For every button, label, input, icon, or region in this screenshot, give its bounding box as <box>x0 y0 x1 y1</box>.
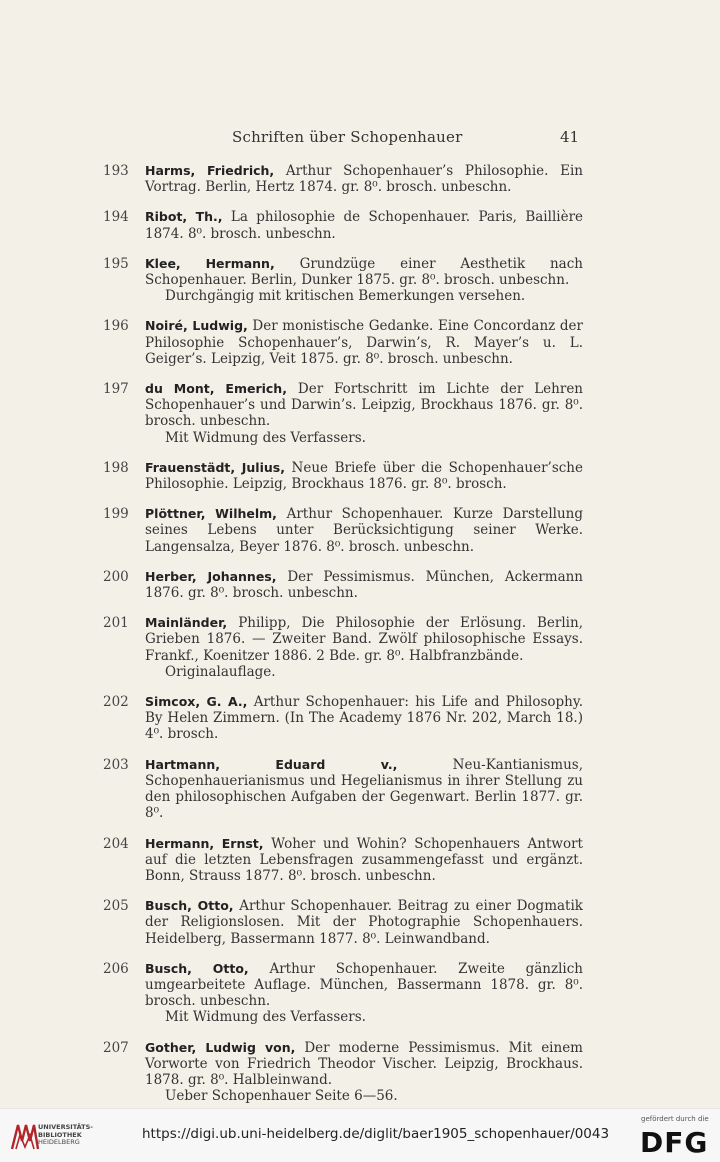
entry-number: 198 <box>103 459 129 476</box>
entry-author: Herber, Johannes, <box>145 568 277 584</box>
bibliography-entry <box>103 381 583 446</box>
entry-number: 194 <box>103 209 129 226</box>
entry-text <box>145 381 583 446</box>
entry-text <box>145 569 583 601</box>
entry-number: 195 <box>103 255 129 272</box>
entry-description: Neu-Kantianismus, Schopenhauerianismus und Hegelianismus in ihrer Stellung zu den philosophischen Aufgaben der Gegenwart. Berlin 1877. gr. 8⁰. <box>145 756 583 822</box>
entry-description: Woher und Wohin? Schopenhauers Antwort auf die letzten Lebensfragen zusammengefasst und ergänzt. Bonn, Strauss 1877. 8⁰. brosch. unbeschn. <box>145 835 583 884</box>
entry-text <box>145 1040 583 1105</box>
entry-author: Busch, Otto, <box>145 898 234 914</box>
entry-number: 193 <box>103 163 129 179</box>
bibliography-entry <box>103 961 583 1026</box>
bibliography-entry <box>103 460 583 492</box>
entry-author: du Mont, Emerich, <box>145 381 287 397</box>
bibliography-entry <box>103 209 583 241</box>
entry-note: Ueber Schopenhauer Seite 6—56. <box>165 1088 398 1105</box>
entry-note: Originalauflage. <box>165 663 276 680</box>
entry-text <box>145 757 583 822</box>
bibliography-entry <box>103 163 583 195</box>
entry-number: 196 <box>103 318 129 335</box>
bibliography-entry <box>103 256 583 305</box>
entry-author: Ribot, Th., <box>145 209 223 225</box>
entry-author: Harms, Friedrich, <box>145 163 275 178</box>
entry-text <box>145 318 583 367</box>
institution-name: UNIVERSITÄTS- BIBLIOTHEK HEIDELBERG <box>38 1123 93 1146</box>
bibliography-entry <box>103 836 583 885</box>
bibliography-entry <box>103 694 583 743</box>
entry-author: Noiré, Ludwig, <box>145 318 248 334</box>
entry-number: 201 <box>103 615 129 632</box>
entry-number: 199 <box>103 506 129 523</box>
entry-number: 207 <box>103 1039 129 1056</box>
entry-description: Der Pessimismus. München, Ackermann 1876. gr. 8⁰. brosch. unbeschn. <box>145 568 584 602</box>
bibliography-entry <box>103 1040 583 1105</box>
entry-text <box>145 506 583 555</box>
entry-author: Busch, Otto, <box>145 960 249 976</box>
entry-text <box>145 898 583 947</box>
entry-text <box>145 209 583 241</box>
entry-text <box>145 256 583 305</box>
entry-note: Mit Widmung des Verfassers. <box>165 429 366 446</box>
entry-description: Der moderne Pessimismus. Mit einem Vorworte von Friedrich Theodor Vischer. Leipzig, Brockhaus. 1878. gr. 8⁰. Halbleinwand. <box>145 1039 583 1088</box>
entry-author: Simcox, G. A., <box>145 694 248 710</box>
entry-author: Hartmann, Eduard v., <box>145 756 398 772</box>
entry-description: Philipp, Die Philosophie der Erlösung. Berlin, Grieben 1876. — Zweiter Band. Zwölf philosophische Essays. Frankf., Koenitzer 1886. 2 Bde. gr. 8⁰. Halbfranzbände. <box>145 615 583 664</box>
entry-author: Gother, Ludwig von, <box>145 1039 296 1055</box>
permalink-url[interactable]: https://digi.ub.uni-heidelberg.de/diglit/baer1905_schopenhauer/0043 <box>142 1126 610 1142</box>
entry-number: 206 <box>103 960 129 977</box>
entry-text <box>145 961 583 1026</box>
entry-description: Der Fortschritt im Lichte der Lehren Schopenhauer’s und Darwin’s. Leipzig, Brockhaus 1876. gr. 8⁰. brosch. unbeschn. <box>145 381 584 430</box>
entry-description: Neue Briefe über die Schopenhauer’sche Philosophie. Leipzig, Brockhaus 1876. gr. 8⁰. brosch. <box>145 459 583 493</box>
entry-author: Plöttner, Wilhelm, <box>145 506 277 522</box>
dfg-logo: DFG <box>640 1126 709 1159</box>
footer-bar <box>0 1108 720 1162</box>
bibliography-entry <box>103 318 583 367</box>
entry-description: La philosophie de Schopenhauer. Paris, Baillière 1874. 8⁰. brosch. unbeschn. <box>145 209 584 242</box>
entry-author: Mainländer, <box>145 615 228 631</box>
entry-text <box>145 694 583 743</box>
entry-text <box>145 163 583 195</box>
bibliography-entry <box>103 615 583 680</box>
bibliography-entry <box>103 757 583 822</box>
bibliography-list <box>103 163 583 1118</box>
entry-description: Arthur Schopenhauer. Zweite gänzlich umgearbeitete Auflage. München, Bassermann 1878. gr. 8⁰. brosch. unbeschn. <box>145 960 583 1010</box>
entry-text <box>145 615 583 680</box>
entry-description: Der monistische Gedanke. Eine Concordanz der Philosophie Schopenhauer’s, Darwin’s, R. Mayer’s u. L. Geiger’s. Leipzig, Veit 1875. gr. 8⁰. brosch. unbeschn. <box>145 318 583 367</box>
bibliography-entry <box>103 898 583 947</box>
entry-author: Klee, Hermann, <box>145 255 275 271</box>
running-title: Schriften über Schopenhauer <box>232 128 463 146</box>
entry-description: Arthur Schopenhauer: his Life and Philosophy. By Helen Zimmern. (In The Academy 1876 Nr. 202, March 18.) 4⁰. brosch. <box>145 694 583 743</box>
entry-author: Frauenstädt, Julius, <box>145 459 285 475</box>
entry-number: 197 <box>103 381 129 398</box>
bibliography-entry <box>103 569 583 601</box>
entry-description: Arthur Schopenhauer’s Philosophie. Ein Vortrag. Berlin, Hertz 1874. gr. 8⁰. brosch. unbeschn. <box>145 163 584 196</box>
entry-text <box>145 836 583 885</box>
entry-number: 205 <box>103 898 129 915</box>
page-number: 41 <box>560 128 580 146</box>
entry-number: 203 <box>103 756 129 773</box>
entry-description: Arthur Schopenhauer. Kurze Darstellung seines Lebens unter Berücksichtigung seiner Werke. Langensalza, Beyer 1876. 8⁰. brosch. unbeschn. <box>145 506 583 555</box>
bibliography-entry <box>103 506 583 555</box>
entry-number: 202 <box>103 694 129 711</box>
entry-description: Grundzüge einer Aesthetik nach Schopenhauer. Berlin, Dunker 1875. gr. 8⁰. brosch. unbeschn. <box>145 255 583 289</box>
university-seal-icon <box>8 1119 42 1153</box>
entry-text <box>145 460 583 492</box>
entry-note: Durchgängig mit kritischen Bemerkungen versehen. <box>165 288 526 305</box>
entry-note: Mit Widmung des Verfassers. <box>165 1009 366 1026</box>
entry-number: 204 <box>103 835 129 852</box>
funding-note: gefördert durch die <box>641 1115 709 1123</box>
entry-description: Arthur Schopenhauer. Beitrag zu einer Dogmatik der Religionslosen. Mit der Photographie Schopenhauers. Heidelberg, Bassermann 1877. 8⁰. Leinwandband. <box>145 898 583 947</box>
entry-author: Hermann, Ernst, <box>145 835 264 851</box>
entry-number: 200 <box>103 568 129 585</box>
